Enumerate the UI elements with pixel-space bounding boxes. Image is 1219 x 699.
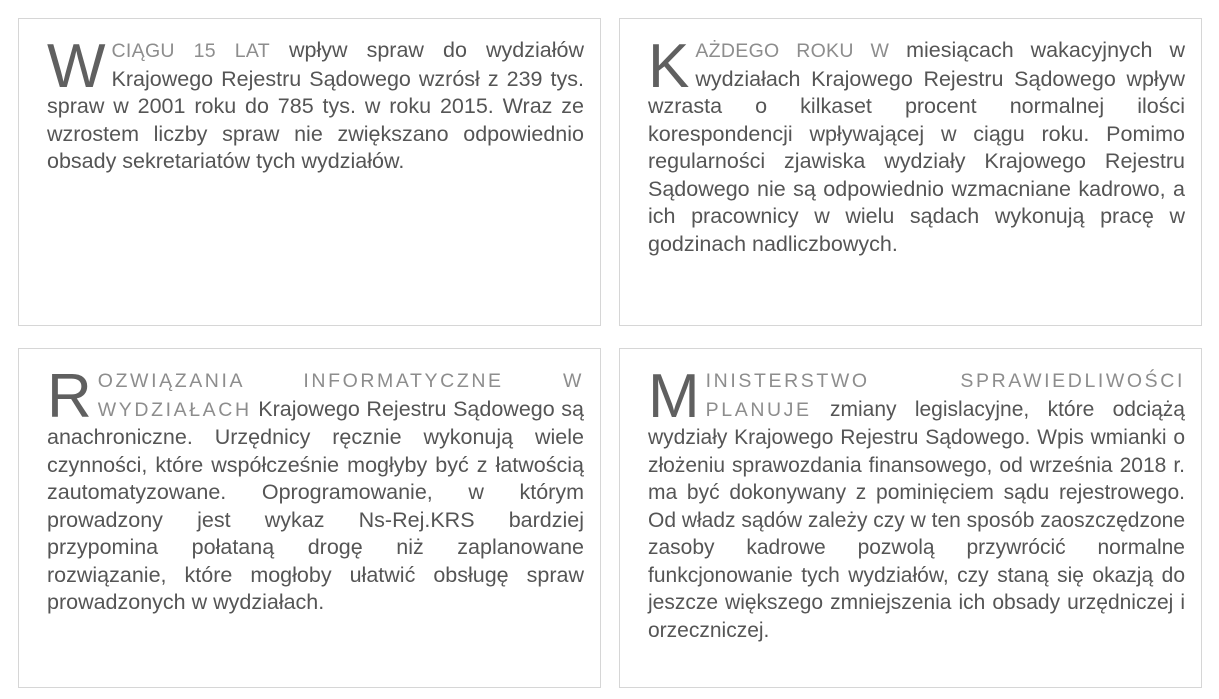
card-lead-text: CIĄGU 15 LAT bbox=[111, 40, 270, 62]
card-body-text: zmiany legislacyjne, które odciążą wydziały Krajowego Rejestru Sądowego. Wpis wmianki o złożeniu sprawozdania finansowego, od września 2018 r. ma być dokonywany z pominięciem sądu rejestrowego. Od władz sądów zależy czy w ten sposób zaoszczędzone zasoby kadrowe pozwolą przywrócić normalne funkcjonowanie tych wydziałów, czy staną się okazją do jeszcze większego zmniejszenia ich obsady urzędniczej i orzeczniczej. bbox=[648, 397, 1185, 642]
text-card-krs-wplyw bbox=[18, 18, 601, 326]
drop-cap-letter: R bbox=[47, 362, 92, 431]
card-body-text: Krajowego Rejestru Sądowego są anachroniczne. Urzędnicy ręcznie wykonują wiele czynności, które współcześnie mogłyby być z łatwością zautomatyzowane. Oprogramowanie, w którym prowadzony jest wykaz Ns-Rej.KRS bardziej przypomina połataną drogę niż zaplanowane rozwiązanie, które mogłoby ułatwić obsługę spraw prowadzonych w wydziałach. bbox=[47, 396, 584, 614]
card-paragraph bbox=[47, 362, 584, 617]
text-card-wakacje bbox=[619, 18, 1202, 326]
card-paragraph bbox=[648, 362, 1185, 644]
card-paragraph bbox=[648, 32, 1185, 258]
text-card-ministerstwo bbox=[619, 348, 1202, 688]
drop-cap-letter: W bbox=[47, 32, 106, 101]
text-card-rozwiazania bbox=[18, 348, 601, 688]
card-lead-text: OZWIĄZANIA INFORMATYCZNE W WYDZIAŁACH bbox=[97, 370, 584, 421]
card-body-text: miesiącach wakacyjnych w wydziałach Krajowego Rejestru Sądowego wpływ wzrasta o kilkaset procent normalnej ilości korespondencji wpływającej w ciągu roku. Pomimo regularności zjawiska wydziały Krajowego Rejestru Sądowego nie są odpowiednio wzmacniane kadrowo, a ich pracownicy w wielu sądach wykonują pracę w godzinach nadliczbowych. bbox=[648, 38, 1185, 256]
drop-cap-letter: M bbox=[648, 362, 700, 431]
card-paragraph bbox=[47, 32, 584, 176]
card-lead-text: AŻDEGO ROKU W bbox=[695, 40, 890, 62]
drop-cap-letter: K bbox=[648, 32, 690, 101]
card-lead-text: INISTERSTWO SPRAWIEDLIWOŚCI PLANUJE bbox=[705, 370, 1185, 421]
card-body-text: wpływ spraw do wydziałów Krajowego Rejestru Sądowego wzrósł z 239 tys. spraw w 2001 roku do 785 tys. w roku 2015. Wraz ze wzrostem liczby spraw nie zwiększano odpowiednio obsady sekretariatów tych wydziałów. bbox=[47, 38, 584, 173]
